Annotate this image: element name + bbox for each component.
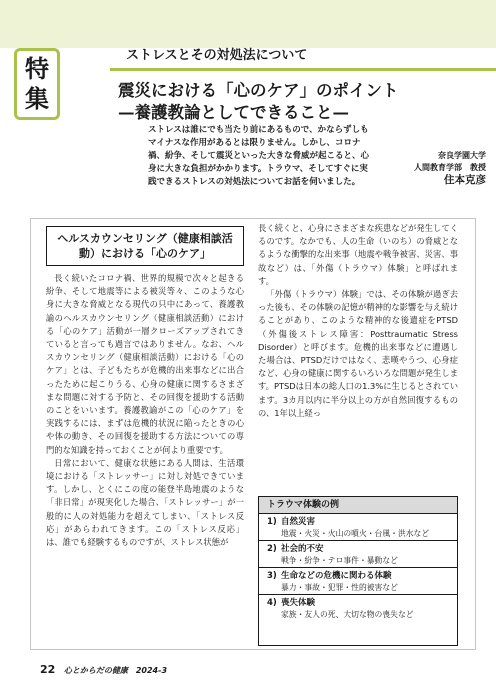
header-band (0, 0, 496, 48)
trauma-item-title: 生命などの危機に関わる体験 (281, 571, 392, 581)
feature-badge (14, 48, 60, 120)
magazine-name: 心とからだの健康 2024-3 (63, 666, 168, 675)
trauma-item-number: 1) (267, 517, 277, 527)
trauma-item (259, 541, 457, 568)
trauma-item-title: 社会的不安 (281, 544, 324, 554)
author-affiliation-1: 奈良学園大学 (438, 151, 486, 160)
left-column (46, 222, 244, 549)
trauma-item-desc: 家族・友人の死、大切な物の喪失など (281, 610, 414, 619)
author-name: 住本克彦 (444, 174, 486, 186)
lead-paragraph: ストレスは誰にでも当たり前にあるもので、かならずしもマイナスな作用があるとは限りません。しかし、コロナ禍、紛争、そして震災といった大きな脅威が起こると、心身に大きな負担がかかります。トラウマ、そしてすぐに実践できるストレスの対処法についてお話を伺いました。 (148, 125, 370, 187)
feature-badge-char-2: 集 (25, 84, 49, 113)
kicker: ストレスとその対処法について (126, 48, 308, 63)
body-paragraph: 日常において、健康な状態にある人間は、生活環境における「ストレッサー」に対し対処できています。しかし、とくにこの度の能登半島地震のような「非日常」が現実化した場合、「ストレッサー」が一般的に人の対処能力を超えてしまい、「ストレス反応」があらわれてきます。この「ストレス反応」は、誰でも経験するものですが、ストレス状態が (46, 457, 244, 548)
body-paragraph: 長く続くと、心身にさまざまな疾患などが発生してくるのです。なかでも、人の生命（いのち）の脅威となるような衝撃的な出来事（地震や戦争被害、災害、事故など）は、「外傷（トラウマ）体験」と呼ばれます。 (258, 223, 458, 286)
trauma-item-number: 4) (267, 598, 277, 608)
trauma-item-desc: 暴力・事故・犯罪・性的被害など (281, 583, 398, 592)
author-affiliation-2: 人間教育学部 教授 (414, 163, 486, 172)
page-number: 22 (40, 663, 56, 676)
trauma-box-title: トラウマ体験の例 (259, 497, 457, 514)
trauma-item-title: 喪失体験 (281, 598, 316, 608)
trauma-item-number: 3) (267, 571, 277, 581)
body-paragraph: 「外傷（トラウマ）体験」では、その体験が過ぎ去った後も、その体験の記憶が精神的な影響を与え続けることがあり、このような精神的な後遺症をPTSD（外傷後ストレス障害：Posttraumatic Stress Disorder）と呼びます。危機的出来事などに遭遇した場合は、PTSDだけではなく、悲嘆やうつ、心身症など、心身の健康に関するいろいろな問題が発生します。PTSDは日本の総人口の1.3%に生じるとされています。3カ月以内に半分以上の方が自然回復するものの、1年以上経っ (258, 289, 458, 418)
trauma-item (259, 514, 457, 541)
headline-line-2: —養護教論としてできること— (118, 103, 349, 122)
feature-badge-char-1: 特 (25, 54, 49, 83)
trauma-item-desc: 地震・火災・火山の噴火・台風・洪水など (281, 529, 430, 538)
body-paragraph: 長く続いたコロナ禍、世界的規模で次々と起きる紛争、そして地震等による被災等々、このような心身に大きな脅威となる現代の只中にあって、養護教諭のヘルスカウンセリング（健康相談活動）における「心のケア」活動が一層クローズアップされてきていると言っても過言ではありません。なお、ヘルスカウンセリング（健康相談活動）における「心のケア」とは、子どもたちが危機的出来事などに出合ったために起こりうる、心身の健康に関するさまざまな問題に対する予防と、その回復を援助する活動のことをいいます。養護教諭がこの「心のケア」を実践するには、まずは危機的状況に陥ったときの心や体の動き、その回復を援助する方法についての専門的な知識を持っておくことが何より重要です。 (46, 273, 244, 455)
trauma-item (259, 568, 457, 595)
headline (118, 80, 488, 124)
author-byline (376, 150, 486, 186)
trauma-item-desc: 戦争・紛争・テロ事件・暴動など (281, 556, 398, 565)
trauma-item-number: 2) (267, 544, 277, 554)
trauma-item (259, 595, 457, 622)
trauma-item-title: 自然災害 (281, 517, 316, 527)
trauma-examples-box (258, 496, 458, 646)
headline-line-1: 震災における「心のケア」のポイント (118, 81, 399, 100)
right-column (258, 222, 458, 420)
header-rule (110, 68, 496, 71)
section-heading: ヘルスカウンセリング（健康相談活動）における「心のケア」 (46, 226, 244, 266)
page-footer (40, 664, 167, 677)
